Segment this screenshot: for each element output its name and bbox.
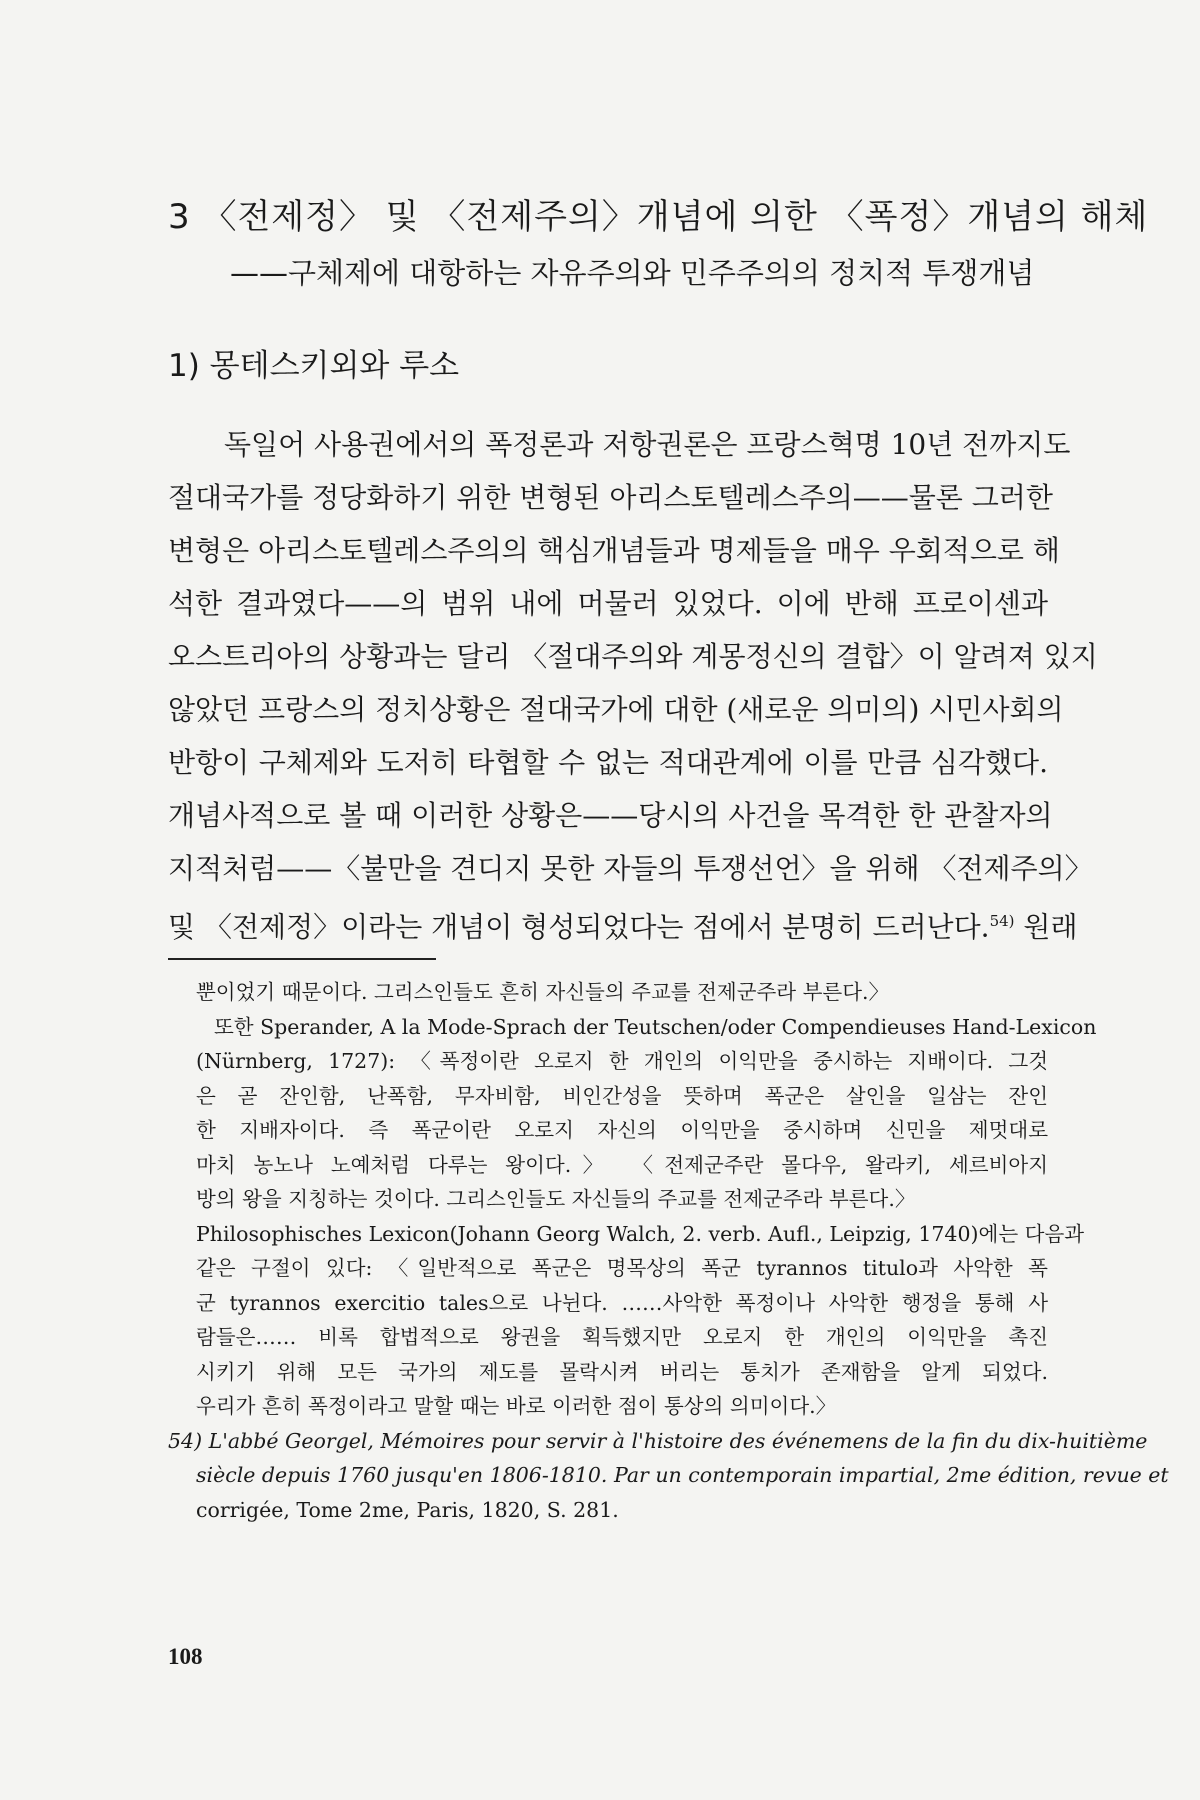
body-line: 변형은 아리스토텔레스주의의 핵심개념들과 명제들을 매우 우회적으로 해 <box>168 534 1060 567</box>
body-line-last <box>168 895 1078 953</box>
footnote-line: 람들은…… 비록 합법적으로 왕권을 획득했지만 오로지 한 개인의 이익만을 촉진 <box>196 1325 1048 1349</box>
body-line: 독일어 사용권에서의 폭정론과 저항권론은 프랑스혁명 10년 전까지도 <box>224 428 1071 461</box>
footnote-line: 또한 Sperander, A la Mode-Sprach der Teutschen/oder Compendieuses Hand-Lexicon <box>214 1014 1097 1039</box>
section-heading <box>168 195 1149 293</box>
body-line: 석한 결과였다——의 범위 내에 머물러 있었다. 이에 반해 프로이센과 <box>168 587 1048 620</box>
footnote-line: 은 곧 잔인함, 난폭함, 무자비함, 비인간성을 뜻하며 폭군은 살인을 일삼는 잔인 <box>196 1083 1048 1108</box>
body-line: 않았던 프랑스의 정치상황은 절대국가에 대한 (새로운 의미의) 시민사회의 <box>168 693 1064 726</box>
footnote-54-line: corrigée, Tome 2me, Paris, 1820, S. 281. <box>196 1497 619 1522</box>
footnotes <box>168 975 1169 1527</box>
footnote-line: (Nürnberg, 1727): 〈폭정이란 오로지 한 개인의 이익만을 중시하는 지배이다. 그것 <box>196 1049 1048 1073</box>
footnote-line: 마치 농노나 노예처럼 다루는 왕이다.〉 〈전제군주란 몰다우, 왈라키, 세르비아지 <box>196 1152 1048 1177</box>
footnote-line: Philosophisches Lexicon(Johann Georg Walch, 2. verb. Aufl., Leipzig, 1740)에는 다음과 <box>196 1221 1085 1246</box>
footnote-line: 한 지배자이다. 즉 폭군이란 오로지 자신의 이익만을 중시하며 신민을 제멋대로 <box>196 1118 1048 1142</box>
footnote-line: 뿐이었기 때문이다. 그리스인들도 흔히 자신들의 주교를 전제군주라 부른다.〉 <box>196 980 890 1004</box>
footnote-line: 방의 왕을 지칭하는 것이다. 그리스인들도 자신들의 주교를 전제군주라 부른다.〉 <box>196 1187 916 1211</box>
footnote-divider <box>168 958 436 960</box>
section-subtitle: ——구체제에 대항하는 자유주의와 민주주의의 정치적 투쟁개념 <box>230 256 1035 290</box>
body-line: 오스트리아의 상황과는 달리 〈절대주의와 계몽정신의 결합〉이 알려져 있지 <box>168 640 1098 673</box>
body-line: 지적처럼——〈불만을 견디지 못한 자들의 투쟁선언〉을 위해 〈전제주의〉 <box>168 852 1093 885</box>
subsection-title: 1) 몽테스키외와 루소 <box>168 348 460 384</box>
footnote-line: 군 tyrannos exercitio tales으로 나뉜다. ……사악한 폭정이나 사악한 행정을 통해 사 <box>196 1290 1048 1315</box>
body-paragraph <box>168 418 1098 953</box>
footnote-54-line: 54) L'abbé Georgel, Mémoires pour servir à l'histoire des événemens de la fin du dix-huitième <box>168 1428 1148 1453</box>
footnote-line: 시키기 위해 모든 국가의 제도를 몰락시켜 버리는 통치가 존재함을 알게 되었다. <box>196 1359 1048 1384</box>
body-line: 개념사적으로 볼 때 이러한 상황은——당시의 사건을 목격한 한 관찰자의 <box>168 799 1053 832</box>
body-line: 반항이 구체제와 도저히 타협할 수 없는 적대관계에 이를 만큼 심각했다. <box>168 746 1048 779</box>
footnote-ref: 54) <box>989 912 1015 930</box>
section-title: 3 〈전제정〉 및 〈전제주의〉개념에 의한 〈폭정〉개념의 해체 <box>168 197 1149 237</box>
body-last-text: 및 〈전제정〉이라는 개념이 형성되었다는 점에서 분명히 드러난다. <box>168 910 990 944</box>
footnote-54-line: siècle depuis 1760 jusqu'en 1806-1810. Par un contemporain impartial, 2me édition, revue et <box>196 1463 1169 1487</box>
footnote-line: 같은 구절이 있다: 〈일반적으로 폭군은 명목상의 폭군 tyrannos titulo과 사악한 폭 <box>196 1256 1048 1280</box>
footnote-line: 우리가 흔히 폭정이라고 말할 때는 바로 이러한 점이 통상의 의미이다.〉 <box>196 1394 837 1418</box>
body-last-tail: 원래 <box>1014 910 1078 944</box>
page-number: 108 <box>168 1644 203 1669</box>
body-line: 절대국가를 정당화하기 위한 변형된 아리스토텔레스주의——물론 그러한 <box>168 481 1053 514</box>
